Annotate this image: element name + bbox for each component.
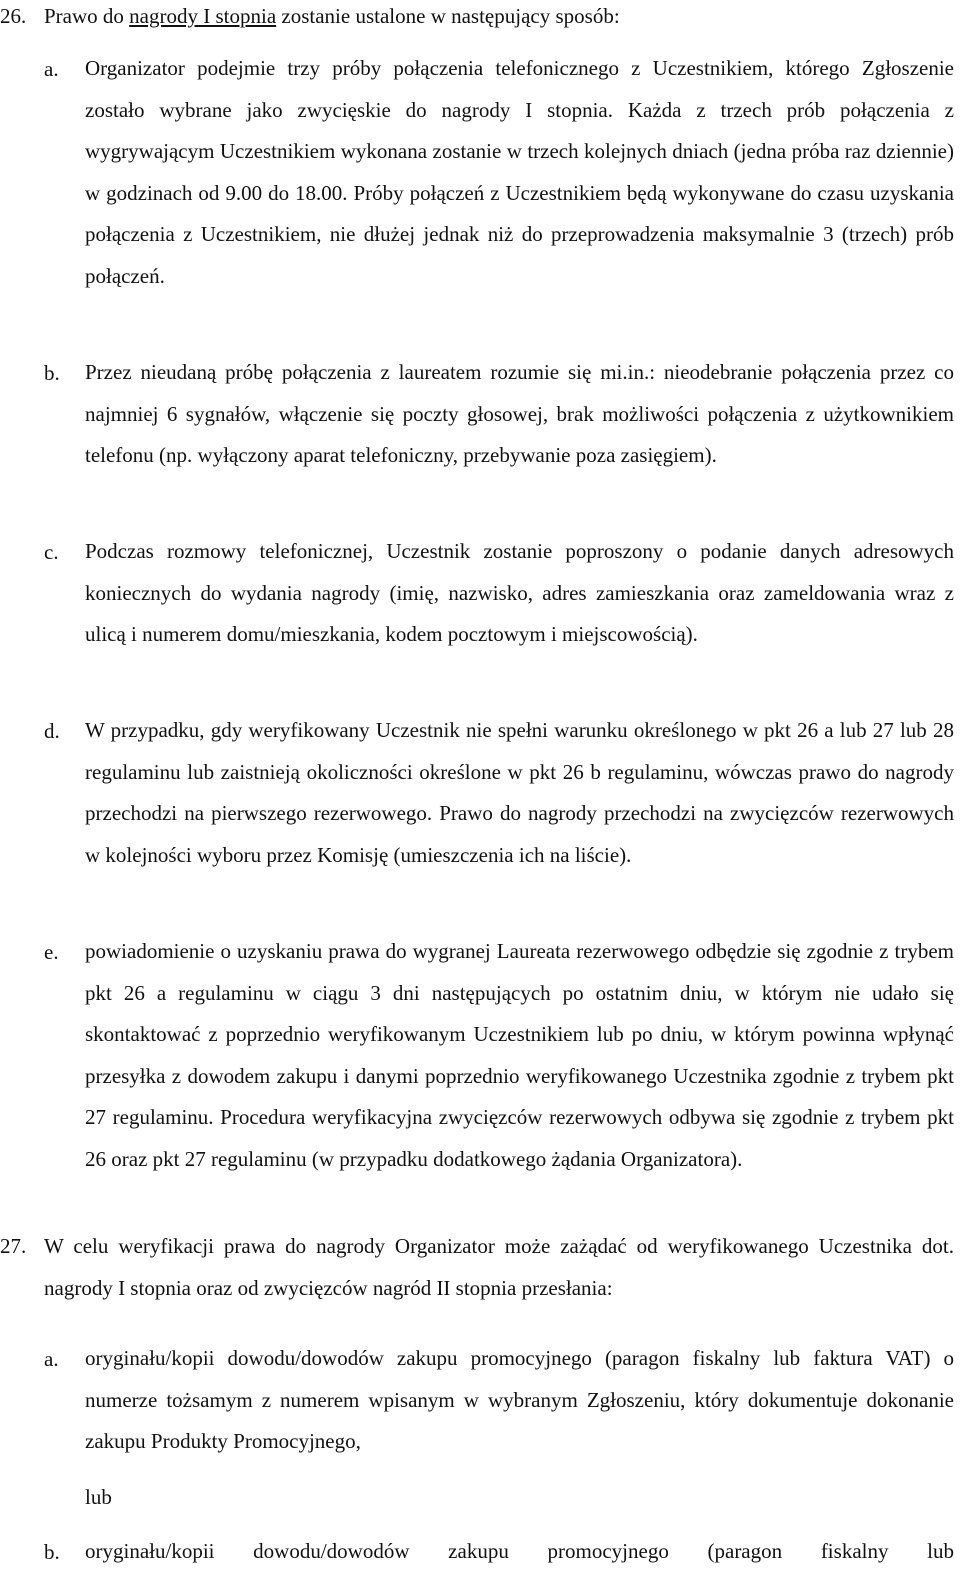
item-letter: d. [44, 719, 60, 743]
item-text: oryginału/kopii dowodu/dowodów zakupu promocyjnego (paragon fiskalny lub [85, 1539, 954, 1563]
section-intro: Prawo do nagrody I stopnia zostanie ustalone w następujący sposób: [44, 4, 620, 28]
item-letter: b. [44, 1540, 60, 1564]
item-letter: b. [44, 361, 60, 385]
item-text: W przypadku, gdy weryfikowany Uczestnik nie spełni warunku określonego w pkt 26 a lub 27 lub 28 regulaminu lub zaistnieją okoliczności określone w pkt 26 b regulaminu, wówczas prawo do nagrody przechodzi na pierwszego rezerwowego. Prawo do nagrody przechodzi na zwycięzców rezerwowych w kolejności wyboru przez Komisję (umieszczenia ich na liście). [85, 718, 954, 867]
item-letter: c. [44, 540, 59, 564]
item-letter: a. [44, 1347, 59, 1371]
prize-link[interactable]: nagrody I stopnia [129, 4, 277, 28]
separator-text: lub [85, 1485, 112, 1509]
item-text: oryginału/kopii dowodu/dowodów zakupu promocyjnego (paragon fiskalny lub faktura VAT) o numerze tożsamym z numerem wpisanym w wybranym Zgłoszeniu, który dokumentuje dokonanie zakupu Produkty Promocyjnego, [85, 1346, 954, 1453]
item-text: powiadomienie o uzyskaniu prawa do wygranej Laureata rezerwowego odbędzie się zgodnie z trybem pkt 26 a regulaminu w ciągu 3 dni następujących po ostatnim dniu, w którym nie udało się skontaktować z poprzednio weryfikowanym Uczestnikiem lub po dniu, w którym powinna wpłynąć przesyłka z dowodem zakupu i danymi poprzednio weryfikowanego Uczestnika zgodnie z trybem pkt 27 regulaminu. Procedura weryfikacyjna zwycięzców rezerwowych odbywa się zgodnie z trybem pkt 26 oraz pkt 27 regulaminu (w przypadku dodatkowego żądania Organizatora). [85, 939, 954, 1171]
section-number: 27. [0, 1234, 27, 1258]
item-text: Organizator podejmie trzy próby połączenia telefonicznego z Uczestnikiem, którego Zgłoszenie zostało wybrane jako zwycięskie do nagrody I stopnia. Każda z trzech prób połączenia z wygrywającym Uczestnikiem wykonana zostanie w trzech kolejnych dniach (jedna próba raz dziennie) w godzinach od 9.00 do 18.00. Próby połączeń z Uczestnikiem będą wykonywane do czasu uzyskania połączenia z Uczestnikiem, nie dłużej jednak niż do przeprowadzenia maksymalnie 3 (trzech) prób połączeń. [85, 56, 954, 288]
section-number: 26. [0, 4, 27, 28]
item-letter: a. [44, 57, 59, 81]
item-letter: e. [44, 940, 59, 964]
item-text: Podczas rozmowy telefonicznej, Uczestnik zostanie poproszony o podanie danych adresowych koniecznych do wydania nagrody (imię, nazwisko, adres zamieszkania oraz zameldowania wraz z ulicą i numerem domu/mieszkania, kodem pocztowym i miejscowością). [85, 539, 954, 646]
section-intro: W celu weryfikacji prawa do nagrody Organizator może zażądać od weryfikowanego Uczestnika dot. nagrody I stopnia oraz od zwycięzców nagród II stopnia przesłania: [44, 1234, 954, 1300]
item-text: Przez nieudaną próbę połączenia z laureatem rozumie się mi.in.: nieodebranie połączenia przez co najmniej 6 sygnałów, włączenie się poczty głosowej, brak możliwości połączenia z użytkownikiem telefonu (np. wyłączony aparat telefoniczny, przebywanie poza zasięgiem). [85, 360, 954, 467]
